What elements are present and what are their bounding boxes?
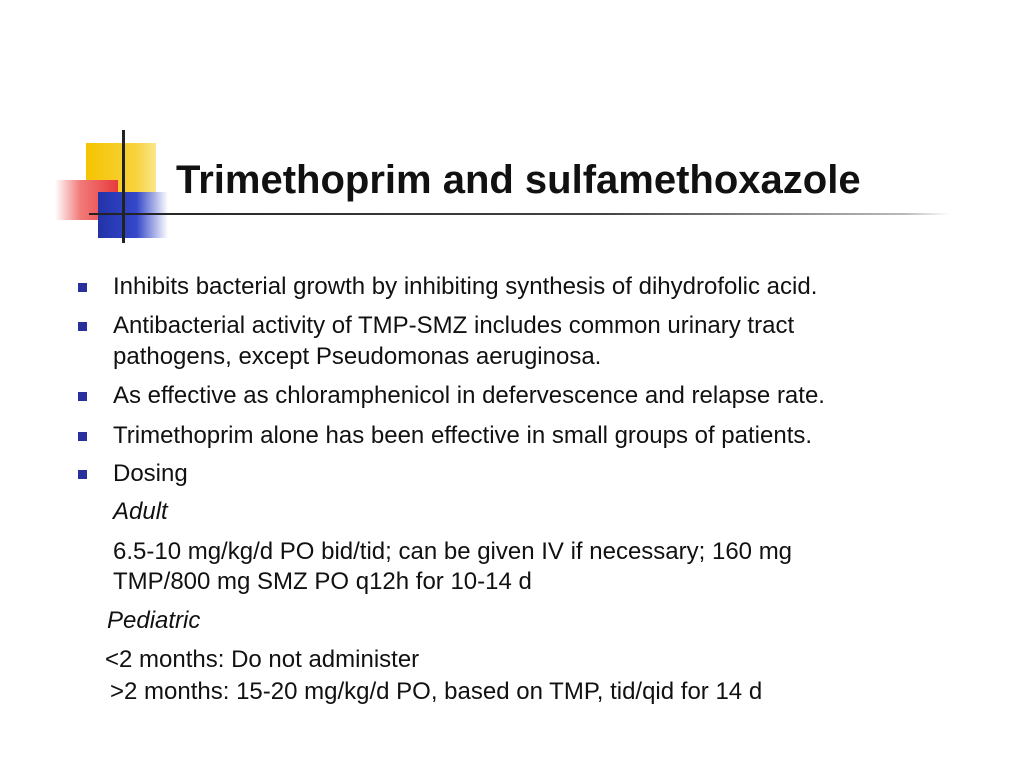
dosing-pediatric-heading: Pediatric	[107, 607, 201, 634]
bullet-marker	[78, 432, 87, 441]
bullet-marker	[78, 322, 87, 331]
bullet-text: Dosing	[113, 460, 188, 487]
dosing-pediatric-line: >2 months: 15-20 mg/kg/d PO, based on TMP, tid/qid for 14 d	[110, 678, 763, 705]
bullet-text: Inhibits bacterial growth by inhibiting synthesis of dihydrofolic acid.	[113, 273, 818, 300]
bullet-marker	[78, 392, 87, 401]
dosing-adult-line: TMP/800 mg SMZ PO q12h for 10-14 d	[113, 568, 532, 595]
bullet-text-continued: pathogens, except Pseudomonas aeruginosa.	[113, 343, 602, 370]
slide-title: Trimethoprim and sulfamethoxazole	[176, 158, 861, 202]
bullet-marker	[78, 283, 87, 292]
bullet-text: Antibacterial activity of TMP-SMZ includes common urinary tract	[113, 312, 795, 339]
bullet-text: As effective as chloramphenicol in defervescence and relapse rate.	[113, 382, 825, 409]
bullet-marker	[78, 470, 87, 479]
dosing-adult-heading: Adult	[113, 498, 168, 525]
dosing-pediatric-line: <2 months: Do not administer	[105, 646, 420, 673]
dosing-adult-line: 6.5-10 mg/kg/d PO bid/tid; can be given IV if necessary; 160 mg	[113, 538, 793, 565]
bullet-text: Trimethoprim alone has been effective in small groups of patients.	[113, 422, 813, 449]
